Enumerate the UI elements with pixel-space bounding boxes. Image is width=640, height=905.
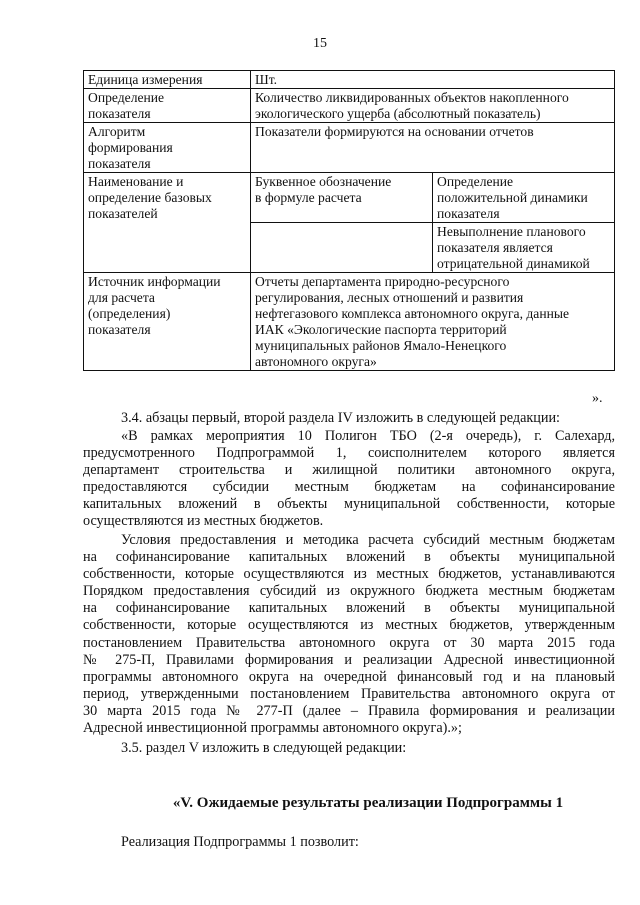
table-row [84, 123, 615, 173]
table-row [84, 173, 615, 223]
row-label-unit: Единица измерения [84, 71, 251, 89]
cell-negative-dynamics: Невыполнение планового показателя является отрицательной динамикой [433, 223, 615, 273]
row-label-base-indicators: Наименование и определение базовых показателей [84, 173, 251, 273]
paragraph-3-5: 3.5. раздел V изложить в следующей редакции: [121, 740, 407, 756]
paragraph-3-4: 3.4. абзацы первый, второй раздела IV изложить в следующей редакции: [121, 410, 561, 426]
table-row [84, 273, 615, 371]
row-label-definition: Определение показателя [84, 89, 251, 123]
table-row [84, 89, 615, 123]
row-value-algorithm: Показатели формируются на основании отчетов [251, 123, 615, 173]
row-value-unit: Шт. [251, 71, 615, 89]
section-heading: «V. Ожидаемые результаты реализации Подпрограммы 1 [172, 795, 564, 811]
page-number: 15 [313, 36, 327, 51]
cell-positive-dynamics: Определение положительной динамики показателя [433, 173, 615, 223]
row-label-algorithm: Алгоритм формирования показателя [84, 123, 251, 173]
row-label-source: Источник информации для расчета (определения) показателя [84, 273, 251, 371]
table-row [84, 71, 615, 89]
row-value-source: Отчеты департамента природно-ресурсного регулирования, лесных отношений и развития нефтегазового комплекса автономного округа, данные ИАК «Экологические паспорта территорий муниципальных районов Ямало-Ненецкого автономного округа» [251, 273, 615, 371]
paragraph-quote-2: Условия предоставления и методика расчета субсидий местным бюджетам на софинансирование капитальных вложений в объекты муниципальной собственности, которые осуществляются из местных бюджетов, устанавливаются Порядком предоставления субсидий из окружного бюджета местным бюджетам на софинансирование капитальных вложений в объекты муниципальной собственности, которые осуществляются из местных бюджетов, утвержденным постановлением Правительства автономного округа от 30 марта 2015 года № 275-П, Правилами формирования и реализации Адресной инвестиционной программы автономного округа на очередной финансовый год и на плановый период, утвержденными постановлением Правительства автономного округа от 30 марта 2015 года № 277-П (далее – Правила формирования и реализации Адресной инвестиционной программы автономного округа).»; [83, 532, 615, 737]
quote-end: ». [592, 391, 603, 406]
indicator-table [83, 70, 615, 371]
cell-letter-designation: Буквенное обозначение в формуле расчета [251, 173, 433, 223]
row-value-definition: Количество ликвидированных объектов накопленного экологического ущерба (абсолютный показатель) [251, 89, 615, 123]
paragraph-quote-1: «В рамках мероприятия 10 Полигон ТБО (2-я очередь), г. Салехард, предусмотренного Подпрограммой 1, соисполнителем которого является департамент строительства и жилищной политики автономного округа, предоставляются субсидии местным бюджетам на софинансирование капитальных вложений в объекты муниципальной собственности, которые осуществляются из местных бюджетов. [83, 428, 615, 530]
cell-empty [251, 223, 433, 273]
paragraph-final: Реализация Подпрограммы 1 позволит: [121, 834, 359, 850]
